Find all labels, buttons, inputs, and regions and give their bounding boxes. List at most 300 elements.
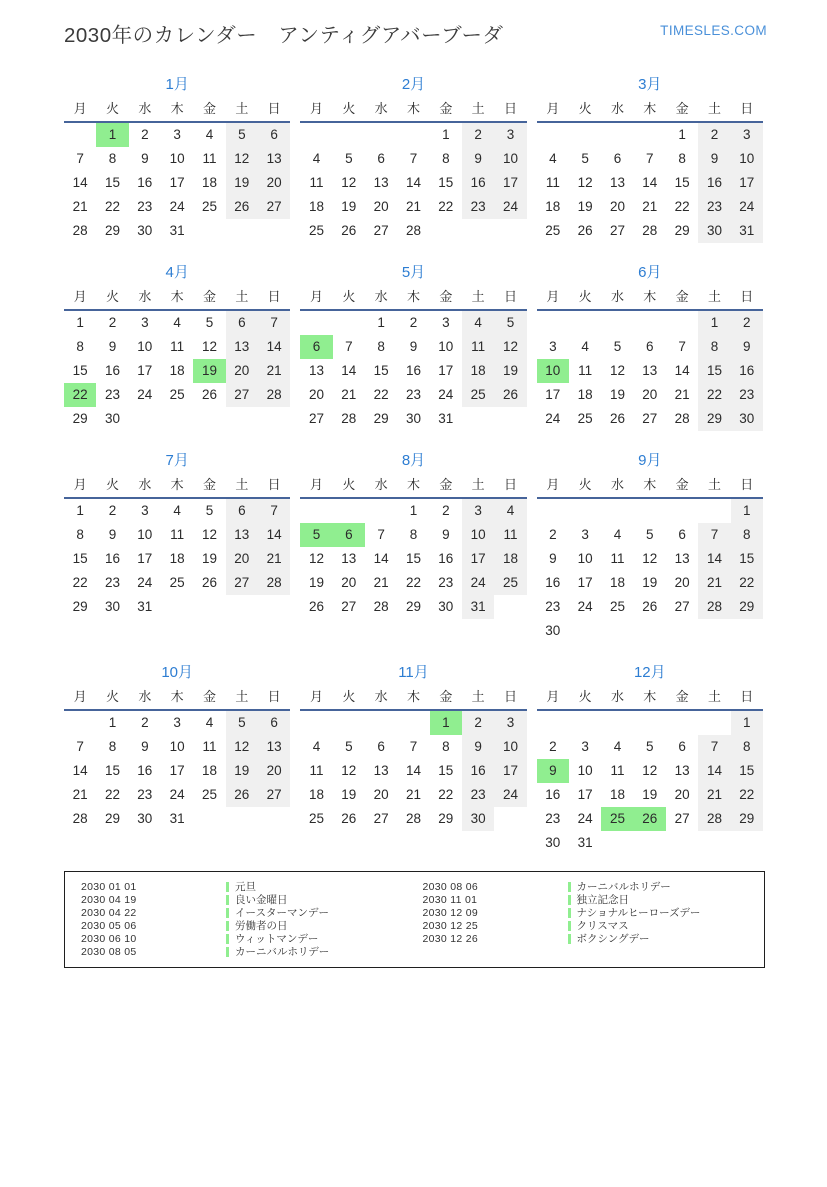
day-cell: 9 bbox=[698, 147, 730, 171]
day-cell: 1 bbox=[409, 503, 418, 518]
day-cell: 12 bbox=[642, 551, 658, 566]
weekday-label: 金 bbox=[439, 477, 453, 492]
day-cell-empty bbox=[731, 619, 763, 643]
day-cell: 30 bbox=[545, 835, 561, 850]
day-cell: 5 bbox=[581, 151, 589, 166]
day-cell: 8 bbox=[731, 523, 763, 547]
weekday-label: 土 bbox=[471, 477, 485, 492]
day-cell-empty bbox=[258, 219, 290, 243]
day-cell: 15 bbox=[405, 551, 421, 566]
day-cell: 4 bbox=[205, 127, 214, 142]
weekday-header-row bbox=[300, 97, 526, 123]
day-cell: 30 bbox=[104, 411, 120, 426]
day-cell: 18 bbox=[609, 787, 625, 802]
day-cell: 12 bbox=[494, 335, 526, 359]
weekday-header-row bbox=[64, 473, 290, 499]
week-row bbox=[537, 171, 763, 195]
day-cell: 27 bbox=[226, 571, 258, 595]
day-cell: 24 bbox=[731, 195, 763, 219]
day-cell: 17 bbox=[731, 171, 763, 195]
day-cell: 30 bbox=[104, 599, 120, 614]
day-cell: 27 bbox=[341, 599, 357, 614]
holiday-day-cell: 22 bbox=[64, 383, 96, 407]
week-row bbox=[300, 783, 526, 807]
day-cell: 29 bbox=[731, 595, 763, 619]
day-cell: 28 bbox=[258, 571, 290, 595]
day-cell: 9 bbox=[108, 527, 117, 542]
day-cell-empty bbox=[161, 407, 193, 431]
day-cell: 11 bbox=[170, 339, 185, 354]
day-cell: 29 bbox=[698, 407, 730, 431]
day-cell: 18 bbox=[577, 387, 593, 402]
page-header bbox=[64, 18, 767, 48]
day-cell: 11 bbox=[309, 763, 324, 778]
day-cell: 20 bbox=[226, 359, 258, 383]
legend-date: 2030 11 01 bbox=[422, 893, 478, 906]
weekday-label: 水 bbox=[374, 689, 388, 704]
legend-date: 2030 04 19 bbox=[81, 893, 137, 906]
day-cell: 26 bbox=[226, 195, 258, 219]
day-cell: 15 bbox=[104, 763, 120, 778]
week-row bbox=[300, 807, 526, 831]
weekday-label: 金 bbox=[202, 689, 216, 704]
month-11 bbox=[300, 663, 526, 831]
day-cell-empty bbox=[300, 711, 332, 735]
day-cell: 12 bbox=[201, 339, 217, 354]
day-cell: 14 bbox=[698, 759, 730, 783]
day-cell: 7 bbox=[377, 527, 385, 542]
day-cell-empty bbox=[193, 219, 225, 243]
day-cell-empty bbox=[634, 831, 666, 855]
day-cell: 30 bbox=[137, 223, 153, 238]
month-8 bbox=[300, 451, 526, 619]
weekday-label: 金 bbox=[439, 101, 453, 116]
weekday-label: 金 bbox=[202, 477, 216, 492]
day-cell: 18 bbox=[609, 575, 625, 590]
week-row bbox=[64, 219, 290, 243]
weekday-label: 木 bbox=[170, 689, 184, 704]
day-cell: 23 bbox=[438, 575, 454, 590]
week-row bbox=[537, 595, 763, 619]
day-cell: 22 bbox=[674, 199, 690, 214]
weekday-header-row bbox=[64, 97, 290, 123]
day-cell: 25 bbox=[545, 223, 561, 238]
legend-holiday-name: 独立記念日 bbox=[576, 894, 629, 906]
day-cell: 10 bbox=[169, 739, 185, 754]
weekday-label: 日 bbox=[267, 477, 281, 492]
day-cell: 25 bbox=[169, 575, 185, 590]
day-cell-empty bbox=[494, 407, 526, 431]
holiday-day-cell: 5 bbox=[300, 523, 332, 547]
day-cell: 12 bbox=[308, 551, 324, 566]
day-cell: 30 bbox=[438, 599, 454, 614]
week-row bbox=[64, 523, 290, 547]
day-cell: 23 bbox=[545, 599, 561, 614]
day-cell: 10 bbox=[577, 551, 593, 566]
day-cell-empty bbox=[193, 807, 225, 831]
holiday-legend bbox=[64, 871, 765, 968]
weekday-label: 日 bbox=[740, 101, 754, 116]
day-cell: 20 bbox=[674, 575, 690, 590]
weekday-label: 木 bbox=[643, 289, 657, 304]
month-title: 2月 bbox=[401, 76, 426, 93]
day-cell: 7 bbox=[258, 311, 290, 335]
day-cell: 11 bbox=[545, 175, 560, 190]
week-row bbox=[537, 147, 763, 171]
day-cell: 16 bbox=[405, 363, 421, 378]
weekday-label: 土 bbox=[471, 289, 485, 304]
weekday-label: 水 bbox=[138, 477, 152, 492]
day-cell: 20 bbox=[258, 759, 290, 783]
day-cell-empty bbox=[258, 595, 290, 619]
legend-holiday-name: 元旦 bbox=[235, 881, 256, 893]
day-cell: 13 bbox=[373, 763, 389, 778]
day-cell: 11 bbox=[202, 151, 217, 166]
weekday-label: 日 bbox=[740, 289, 754, 304]
day-cell: 6 bbox=[678, 527, 686, 542]
day-cell: 12 bbox=[642, 763, 658, 778]
day-cell: 26 bbox=[494, 383, 526, 407]
day-cell-empty bbox=[537, 711, 569, 735]
day-cell: 25 bbox=[308, 223, 324, 238]
day-cell: 14 bbox=[72, 763, 88, 778]
weekday-label: 土 bbox=[235, 101, 249, 116]
day-cell: 25 bbox=[201, 787, 217, 802]
day-cell: 27 bbox=[674, 811, 690, 826]
weekday-label: 土 bbox=[471, 101, 485, 116]
day-cell-empty bbox=[601, 499, 633, 523]
day-cell: 4 bbox=[613, 527, 622, 542]
day-cell: 18 bbox=[169, 551, 185, 566]
day-cell-empty bbox=[226, 219, 258, 243]
day-cell: 10 bbox=[438, 339, 454, 354]
day-cell: 23 bbox=[104, 387, 120, 402]
day-cell: 2 bbox=[462, 711, 494, 735]
day-cell: 10 bbox=[577, 763, 593, 778]
day-cell: 27 bbox=[609, 223, 625, 238]
day-cell-empty bbox=[569, 499, 601, 523]
day-cell: 5 bbox=[345, 151, 353, 166]
legend-date: 2030 01 01 bbox=[81, 880, 137, 893]
holiday-marker-icon bbox=[226, 908, 229, 918]
holiday-marker-icon bbox=[568, 882, 571, 892]
page-title: 2030年のカレンダー アンティグアバーブーダ bbox=[64, 24, 504, 47]
weekday-label: 土 bbox=[707, 101, 721, 116]
week-row bbox=[537, 123, 763, 147]
week-row bbox=[64, 195, 290, 219]
day-cell: 20 bbox=[308, 387, 324, 402]
day-cell: 31 bbox=[731, 219, 763, 243]
weekday-label: 水 bbox=[610, 289, 624, 304]
weekday-label: 水 bbox=[138, 101, 152, 116]
day-cell: 21 bbox=[405, 199, 421, 214]
day-cell: 22 bbox=[731, 571, 763, 595]
month-title: 1月 bbox=[165, 76, 189, 93]
day-cell: 8 bbox=[377, 339, 385, 354]
weekday-label: 木 bbox=[406, 289, 420, 304]
day-cell: 29 bbox=[373, 411, 389, 426]
weekday-label: 火 bbox=[105, 101, 119, 116]
day-cell: 7 bbox=[409, 151, 418, 166]
legend-date: 2030 04 22 bbox=[81, 906, 137, 919]
weekday-label: 月 bbox=[546, 289, 560, 304]
day-cell: 16 bbox=[731, 359, 763, 383]
day-cell: 11 bbox=[309, 175, 324, 190]
day-cell: 2 bbox=[462, 123, 494, 147]
day-cell: 3 bbox=[462, 499, 494, 523]
legend-holiday-name: 良い金曜日 bbox=[235, 894, 288, 906]
day-cell-empty bbox=[494, 219, 526, 243]
day-cell-empty bbox=[601, 123, 633, 147]
holiday-day-cell: 6 bbox=[333, 523, 365, 547]
day-cell: 16 bbox=[462, 171, 494, 195]
day-cell: 29 bbox=[72, 411, 88, 426]
weekday-label: 日 bbox=[740, 477, 754, 492]
day-cell: 13 bbox=[226, 335, 258, 359]
day-cell: 2 bbox=[108, 503, 117, 518]
day-cell: 22 bbox=[438, 787, 454, 802]
day-cell: 30 bbox=[405, 411, 421, 426]
day-cell: 13 bbox=[308, 363, 324, 378]
weekday-label: 月 bbox=[309, 289, 323, 304]
day-cell-empty bbox=[300, 123, 332, 147]
day-cell-empty bbox=[226, 407, 258, 431]
weekday-label: 土 bbox=[707, 477, 721, 492]
day-cell: 17 bbox=[169, 175, 185, 190]
day-cell-empty bbox=[64, 123, 96, 147]
day-cell: 30 bbox=[698, 219, 730, 243]
weekday-label: 火 bbox=[342, 101, 356, 116]
day-cell: 4 bbox=[549, 151, 557, 166]
legend-date: 2030 12 26 bbox=[422, 932, 479, 945]
day-cell: 2 bbox=[409, 315, 418, 330]
day-cell: 21 bbox=[642, 199, 658, 214]
week-row bbox=[300, 311, 526, 335]
day-cell: 28 bbox=[72, 223, 88, 238]
holiday-day-cell: 6 bbox=[300, 335, 332, 359]
day-cell: 5 bbox=[494, 311, 526, 335]
day-cell: 17 bbox=[137, 551, 153, 566]
day-cell: 16 bbox=[104, 551, 120, 566]
day-cell: 21 bbox=[341, 387, 357, 402]
day-cell-empty bbox=[569, 619, 601, 643]
day-cell: 3 bbox=[581, 739, 589, 754]
weekday-label: 水 bbox=[610, 101, 624, 116]
day-cell: 11 bbox=[578, 363, 593, 378]
day-cell: 24 bbox=[577, 811, 593, 826]
month-5 bbox=[300, 263, 526, 431]
week-row bbox=[300, 335, 526, 359]
legend-row bbox=[73, 945, 415, 958]
day-cell: 10 bbox=[137, 527, 153, 542]
month-3 bbox=[537, 75, 763, 243]
day-cell: 28 bbox=[341, 411, 357, 426]
day-cell: 9 bbox=[731, 335, 763, 359]
day-cell: 5 bbox=[646, 527, 654, 542]
months-grid bbox=[64, 75, 763, 855]
day-cell: 31 bbox=[577, 835, 593, 850]
month-7 bbox=[64, 451, 290, 619]
day-cell: 24 bbox=[438, 387, 454, 402]
week-row bbox=[537, 359, 763, 383]
day-cell-empty bbox=[161, 595, 193, 619]
week-row bbox=[64, 359, 290, 383]
month-1 bbox=[64, 75, 290, 243]
day-cell: 27 bbox=[258, 195, 290, 219]
week-row bbox=[64, 335, 290, 359]
day-cell: 13 bbox=[373, 175, 389, 190]
month-9 bbox=[537, 451, 763, 643]
week-row bbox=[537, 219, 763, 243]
day-cell: 31 bbox=[169, 223, 185, 238]
day-cell: 19 bbox=[341, 199, 357, 214]
weekday-label: 土 bbox=[235, 477, 249, 492]
day-cell: 21 bbox=[72, 787, 88, 802]
weekday-header-row bbox=[537, 97, 763, 123]
weekday-label: 土 bbox=[235, 689, 249, 704]
day-cell: 17 bbox=[169, 763, 185, 778]
holiday-day-cell: 10 bbox=[537, 359, 569, 383]
day-cell: 19 bbox=[201, 551, 217, 566]
weekday-header-row bbox=[537, 473, 763, 499]
day-cell: 7 bbox=[698, 523, 730, 547]
day-cell: 16 bbox=[438, 551, 454, 566]
day-cell: 2 bbox=[549, 739, 557, 754]
holiday-marker-icon bbox=[568, 908, 571, 918]
day-cell-empty bbox=[300, 499, 332, 523]
weekday-header-row bbox=[537, 685, 763, 711]
day-cell: 18 bbox=[169, 363, 185, 378]
day-cell: 10 bbox=[137, 339, 153, 354]
weekday-label: 月 bbox=[309, 689, 323, 704]
weekday-label: 金 bbox=[675, 689, 689, 704]
day-cell: 20 bbox=[226, 547, 258, 571]
legend-row bbox=[415, 932, 757, 945]
day-cell: 25 bbox=[169, 387, 185, 402]
day-cell: 5 bbox=[226, 711, 258, 735]
day-cell: 24 bbox=[545, 411, 561, 426]
day-cell: 1 bbox=[698, 311, 730, 335]
weekday-header-row bbox=[300, 285, 526, 311]
day-cell: 16 bbox=[137, 763, 153, 778]
day-cell: 20 bbox=[258, 171, 290, 195]
weekday-label: 日 bbox=[503, 477, 517, 492]
day-cell: 14 bbox=[341, 363, 357, 378]
week-row bbox=[537, 571, 763, 595]
day-cell: 4 bbox=[581, 339, 589, 354]
day-cell: 28 bbox=[258, 383, 290, 407]
weekday-label: 木 bbox=[170, 477, 184, 492]
week-row bbox=[300, 219, 526, 243]
day-cell: 24 bbox=[577, 599, 593, 614]
day-cell: 25 bbox=[494, 571, 526, 595]
day-cell: 14 bbox=[405, 763, 421, 778]
day-cell: 1 bbox=[108, 715, 117, 730]
holiday-day-cell: 25 bbox=[601, 807, 633, 831]
weekday-label: 木 bbox=[170, 101, 184, 116]
day-cell: 16 bbox=[104, 363, 120, 378]
weekday-label: 日 bbox=[267, 101, 281, 116]
day-cell: 15 bbox=[438, 763, 454, 778]
weekday-label: 火 bbox=[105, 477, 119, 492]
week-row bbox=[64, 735, 290, 759]
day-cell: 21 bbox=[72, 199, 88, 214]
day-cell: 21 bbox=[258, 359, 290, 383]
day-cell: 10 bbox=[494, 735, 526, 759]
day-cell: 20 bbox=[674, 787, 690, 802]
week-row bbox=[537, 311, 763, 335]
day-cell: 18 bbox=[462, 359, 494, 383]
day-cell-empty bbox=[569, 123, 601, 147]
weekday-label: 水 bbox=[374, 101, 388, 116]
day-cell: 4 bbox=[205, 715, 214, 730]
day-cell: 11 bbox=[202, 739, 217, 754]
day-cell: 5 bbox=[646, 739, 654, 754]
weekday-header-row bbox=[64, 685, 290, 711]
weekday-label: 日 bbox=[503, 101, 517, 116]
week-row bbox=[300, 595, 526, 619]
day-cell: 9 bbox=[141, 739, 149, 754]
week-row bbox=[64, 171, 290, 195]
weekday-label: 火 bbox=[342, 289, 356, 304]
day-cell: 7 bbox=[698, 735, 730, 759]
day-cell: 25 bbox=[462, 383, 494, 407]
day-cell: 7 bbox=[258, 499, 290, 523]
day-cell: 31 bbox=[462, 595, 494, 619]
day-cell: 14 bbox=[72, 175, 88, 190]
day-cell: 19 bbox=[308, 575, 324, 590]
day-cell: 8 bbox=[442, 151, 450, 166]
legend-holiday-name: カーニバルホリデー bbox=[576, 881, 671, 893]
day-cell: 24 bbox=[169, 787, 185, 802]
holiday-marker-icon bbox=[226, 921, 229, 931]
weekday-label: 火 bbox=[105, 689, 119, 704]
day-cell: 9 bbox=[549, 551, 557, 566]
day-cell: 9 bbox=[141, 151, 149, 166]
day-cell-empty bbox=[698, 619, 730, 643]
week-row bbox=[300, 523, 526, 547]
day-cell: 4 bbox=[312, 739, 321, 754]
legend-holiday-name: 労働者の日 bbox=[235, 920, 288, 932]
weekday-label: 火 bbox=[342, 477, 356, 492]
day-cell: 17 bbox=[137, 363, 153, 378]
day-cell: 5 bbox=[205, 315, 214, 330]
day-cell: 27 bbox=[226, 383, 258, 407]
day-cell: 19 bbox=[341, 787, 357, 802]
day-cell: 9 bbox=[442, 527, 450, 542]
weekday-label: 水 bbox=[610, 689, 624, 704]
day-cell: 27 bbox=[642, 411, 658, 426]
day-cell: 27 bbox=[308, 411, 324, 426]
day-cell: 20 bbox=[642, 387, 658, 402]
brand-link[interactable]: TIMESLES.COM bbox=[660, 23, 767, 38]
weekday-label: 土 bbox=[235, 289, 249, 304]
weekday-label: 日 bbox=[740, 689, 754, 704]
day-cell: 26 bbox=[609, 411, 625, 426]
day-cell: 22 bbox=[104, 787, 120, 802]
weekday-label: 月 bbox=[546, 477, 560, 492]
day-cell: 29 bbox=[674, 223, 690, 238]
day-cell: 1 bbox=[731, 711, 763, 735]
week-row bbox=[64, 783, 290, 807]
day-cell: 5 bbox=[205, 503, 214, 518]
day-cell: 28 bbox=[698, 595, 730, 619]
day-cell: 29 bbox=[438, 811, 454, 826]
day-cell-empty bbox=[333, 123, 365, 147]
week-row bbox=[300, 383, 526, 407]
day-cell: 15 bbox=[674, 175, 690, 190]
day-cell-empty bbox=[462, 219, 494, 243]
